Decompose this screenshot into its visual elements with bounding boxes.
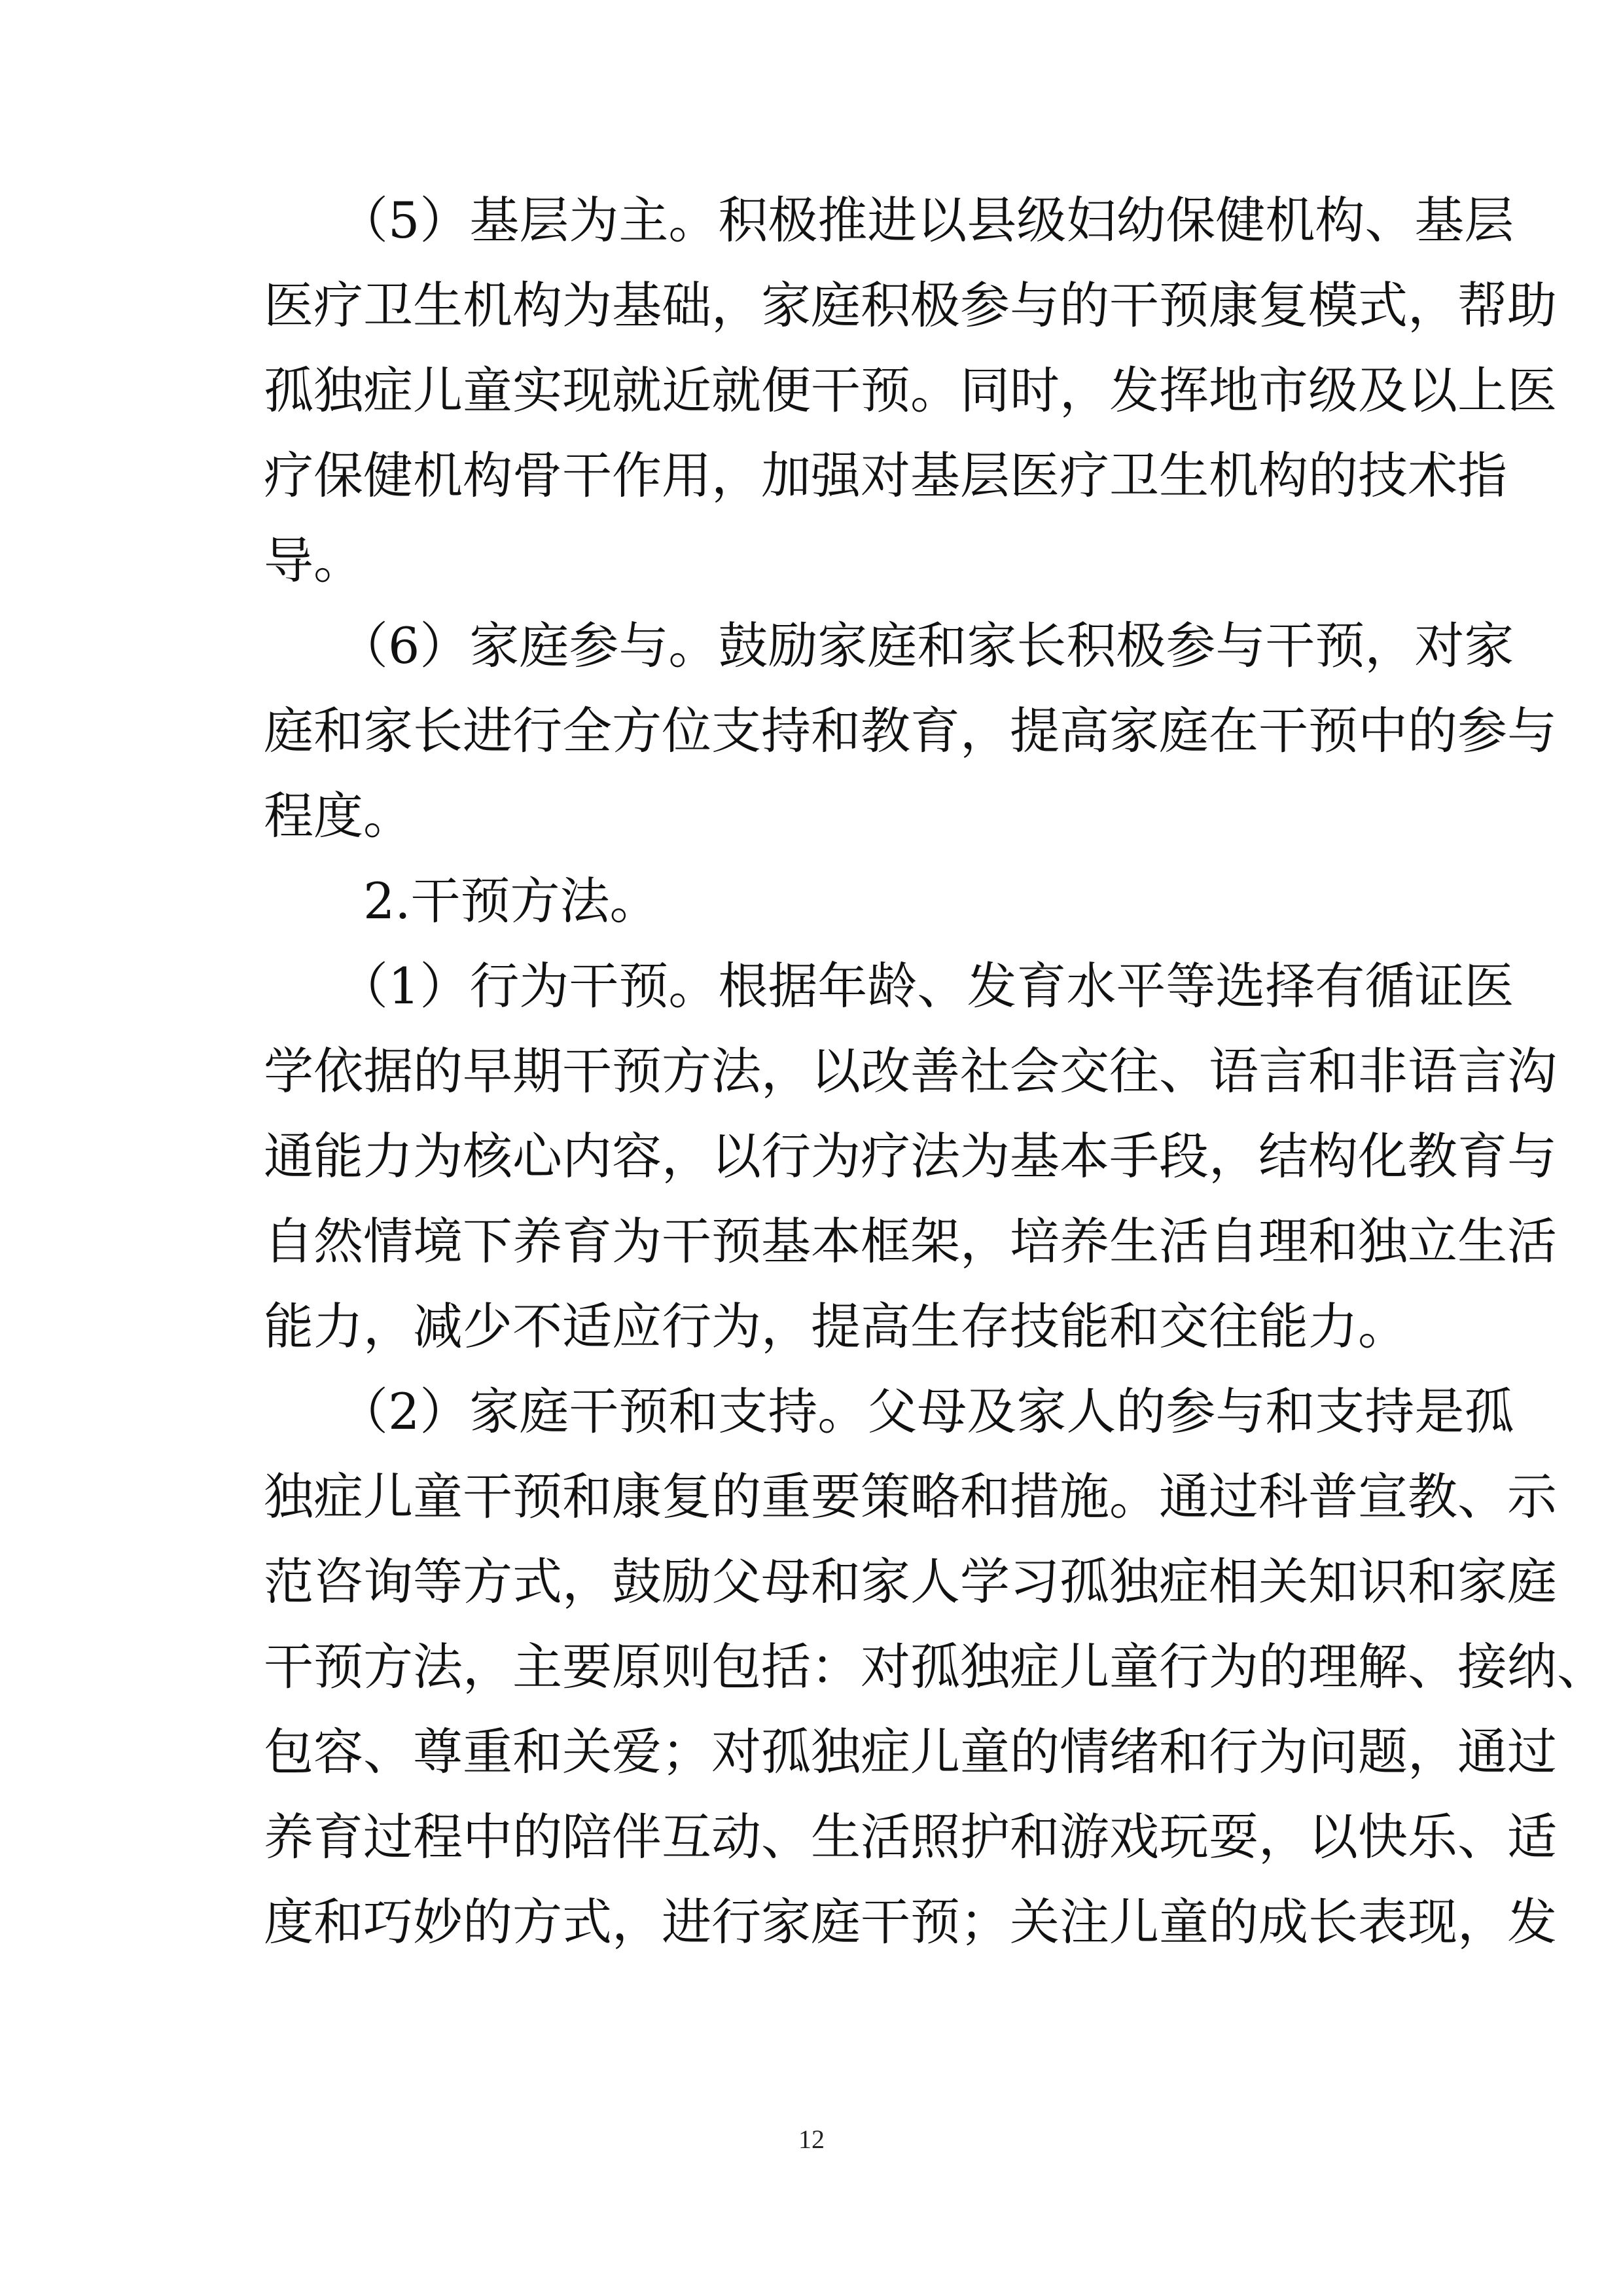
text-line: （2）家庭干预和支持。父母及家人的参与和支持是孤 xyxy=(264,1382,1514,1441)
text-line: 程度。 xyxy=(264,787,413,845)
text-line: 2.干预方法。 xyxy=(264,872,660,930)
text-line: 能力，减少不适应行为，提高生存技能和交往能力。 xyxy=(264,1297,1408,1355)
text-line: 医疗卫生机构为基础，家庭积极参与的干预康复模式，帮助 xyxy=(264,276,1557,334)
text-line: 庭和家长进行全方位支持和教育，提高家庭在干预中的参与 xyxy=(264,702,1557,760)
text-line: （1）行为干预。根据年龄、发育水平等选择有循证医 xyxy=(264,957,1514,1015)
text-line: 范咨询等方式，鼓励父母和家人学习孤独症相关知识和家庭 xyxy=(264,1552,1557,1611)
text-line: 孤独症儿童实现就近就便干预。同时，发挥地市级及以上医 xyxy=(264,361,1557,420)
text-line: 养育过程中的陪伴互动、生活照护和游戏玩耍，以快乐、适 xyxy=(264,1808,1557,1866)
text-line: 包容、尊重和关爱；对孤独症儿童的情绪和行为问题，通过 xyxy=(264,1723,1557,1781)
text-line: 干预方法，主要原则包括：对孤独症儿童行为的理解、接纳、 xyxy=(264,1638,1607,1696)
text-line: 导。 xyxy=(264,531,363,590)
text-line: 通能力为核心内容，以行为疗法为基本手段，结构化教育与 xyxy=(264,1127,1557,1185)
text-line: 疗保健机构骨干作用，加强对基层医疗卫生机构的技术指 xyxy=(264,446,1507,505)
text-line: 学依据的早期干预方法，以改善社会交往、语言和非语言沟 xyxy=(264,1042,1557,1100)
text-line: 独症儿童干预和康复的重要策略和措施。通过科普宣教、示 xyxy=(264,1467,1557,1526)
text-line: 自然情境下养育为干预基本框架，培养生活自理和独立生活 xyxy=(264,1212,1557,1270)
document-body xyxy=(264,178,1607,1965)
text-line: （6）家庭参与。鼓励家庭和家长积极参与干预，对家 xyxy=(264,617,1514,675)
text-line: （5）基层为主。积极推进以县级妇幼保健机构、基层 xyxy=(264,191,1514,249)
page-number: 12 xyxy=(798,2125,825,2154)
text-line: 度和巧妙的方式，进行家庭干预；关注儿童的成长表现，发 xyxy=(264,1893,1557,1951)
